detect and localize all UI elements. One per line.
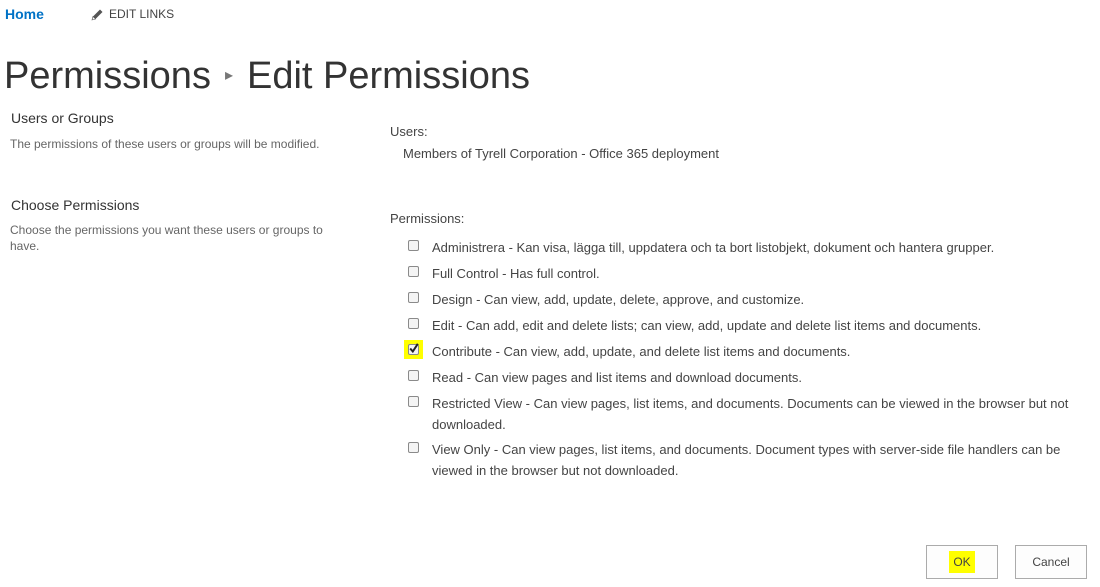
checkbox[interactable] <box>408 240 419 251</box>
users-or-groups-heading: Users or Groups <box>11 110 114 126</box>
users-value: Members of Tyrell Corporation - Office 365 deployment <box>403 146 719 161</box>
checkbox[interactable] <box>408 442 419 453</box>
checkmark-icon <box>409 341 419 359</box>
breadcrumb-parent[interactable]: Permissions <box>4 55 211 98</box>
permission-label: Read - Can view pages and list items and download documents. <box>432 370 802 385</box>
choose-permissions-heading: Choose Permissions <box>11 197 140 213</box>
permission-label: Contribute - Can view, add, update, and delete list items and documents. <box>432 344 851 359</box>
permission-label: Full Control - Has full control. <box>432 266 600 281</box>
permissions-label: Permissions: <box>390 211 465 226</box>
edit-links-button[interactable] <box>91 7 174 24</box>
permission-label: Edit - Can add, edit and delete lists; can view, add, update and delete list items and documents. <box>432 318 982 333</box>
users-label: Users: <box>390 124 428 139</box>
pencil-icon <box>91 8 104 24</box>
cancel-button[interactable]: Cancel <box>1015 545 1087 579</box>
home-link[interactable]: Home <box>5 6 44 22</box>
choose-permissions-description: Choose the permissions you want these users or groups to have. <box>10 223 323 253</box>
checkbox[interactable] <box>408 266 419 277</box>
edit-links-label: EDIT LINKS <box>109 7 175 21</box>
breadcrumb-separator-icon: ▸ <box>224 67 233 85</box>
ok-button[interactable] <box>926 545 998 579</box>
permission-label: Administrera - Kan visa, lägga till, uppdatera och ta bort listobjekt, dokument och hantera grupper. <box>432 240 995 255</box>
ok-label: OK <box>949 551 974 573</box>
users-or-groups-description: The permissions of these users or groups will be modified. <box>10 137 320 151</box>
permission-label: Restricted View - Can view pages, list items, and documents. Documents can be viewed in the browser but not downloaded. <box>432 396 1069 432</box>
page-title <box>4 55 530 98</box>
checkbox[interactable] <box>408 318 419 329</box>
checkbox[interactable] <box>408 370 419 381</box>
checkbox[interactable] <box>408 292 419 303</box>
breadcrumb-current: Edit Permissions <box>246 55 530 98</box>
permission-label: Design - Can view, add, update, delete, approve, and customize. <box>432 292 805 307</box>
checkbox[interactable] <box>408 396 419 407</box>
permission-label: View Only - Can view pages, list items, and documents. Document types with server-side file handlers can be viewed in the browser but not downloaded. <box>432 442 1061 478</box>
